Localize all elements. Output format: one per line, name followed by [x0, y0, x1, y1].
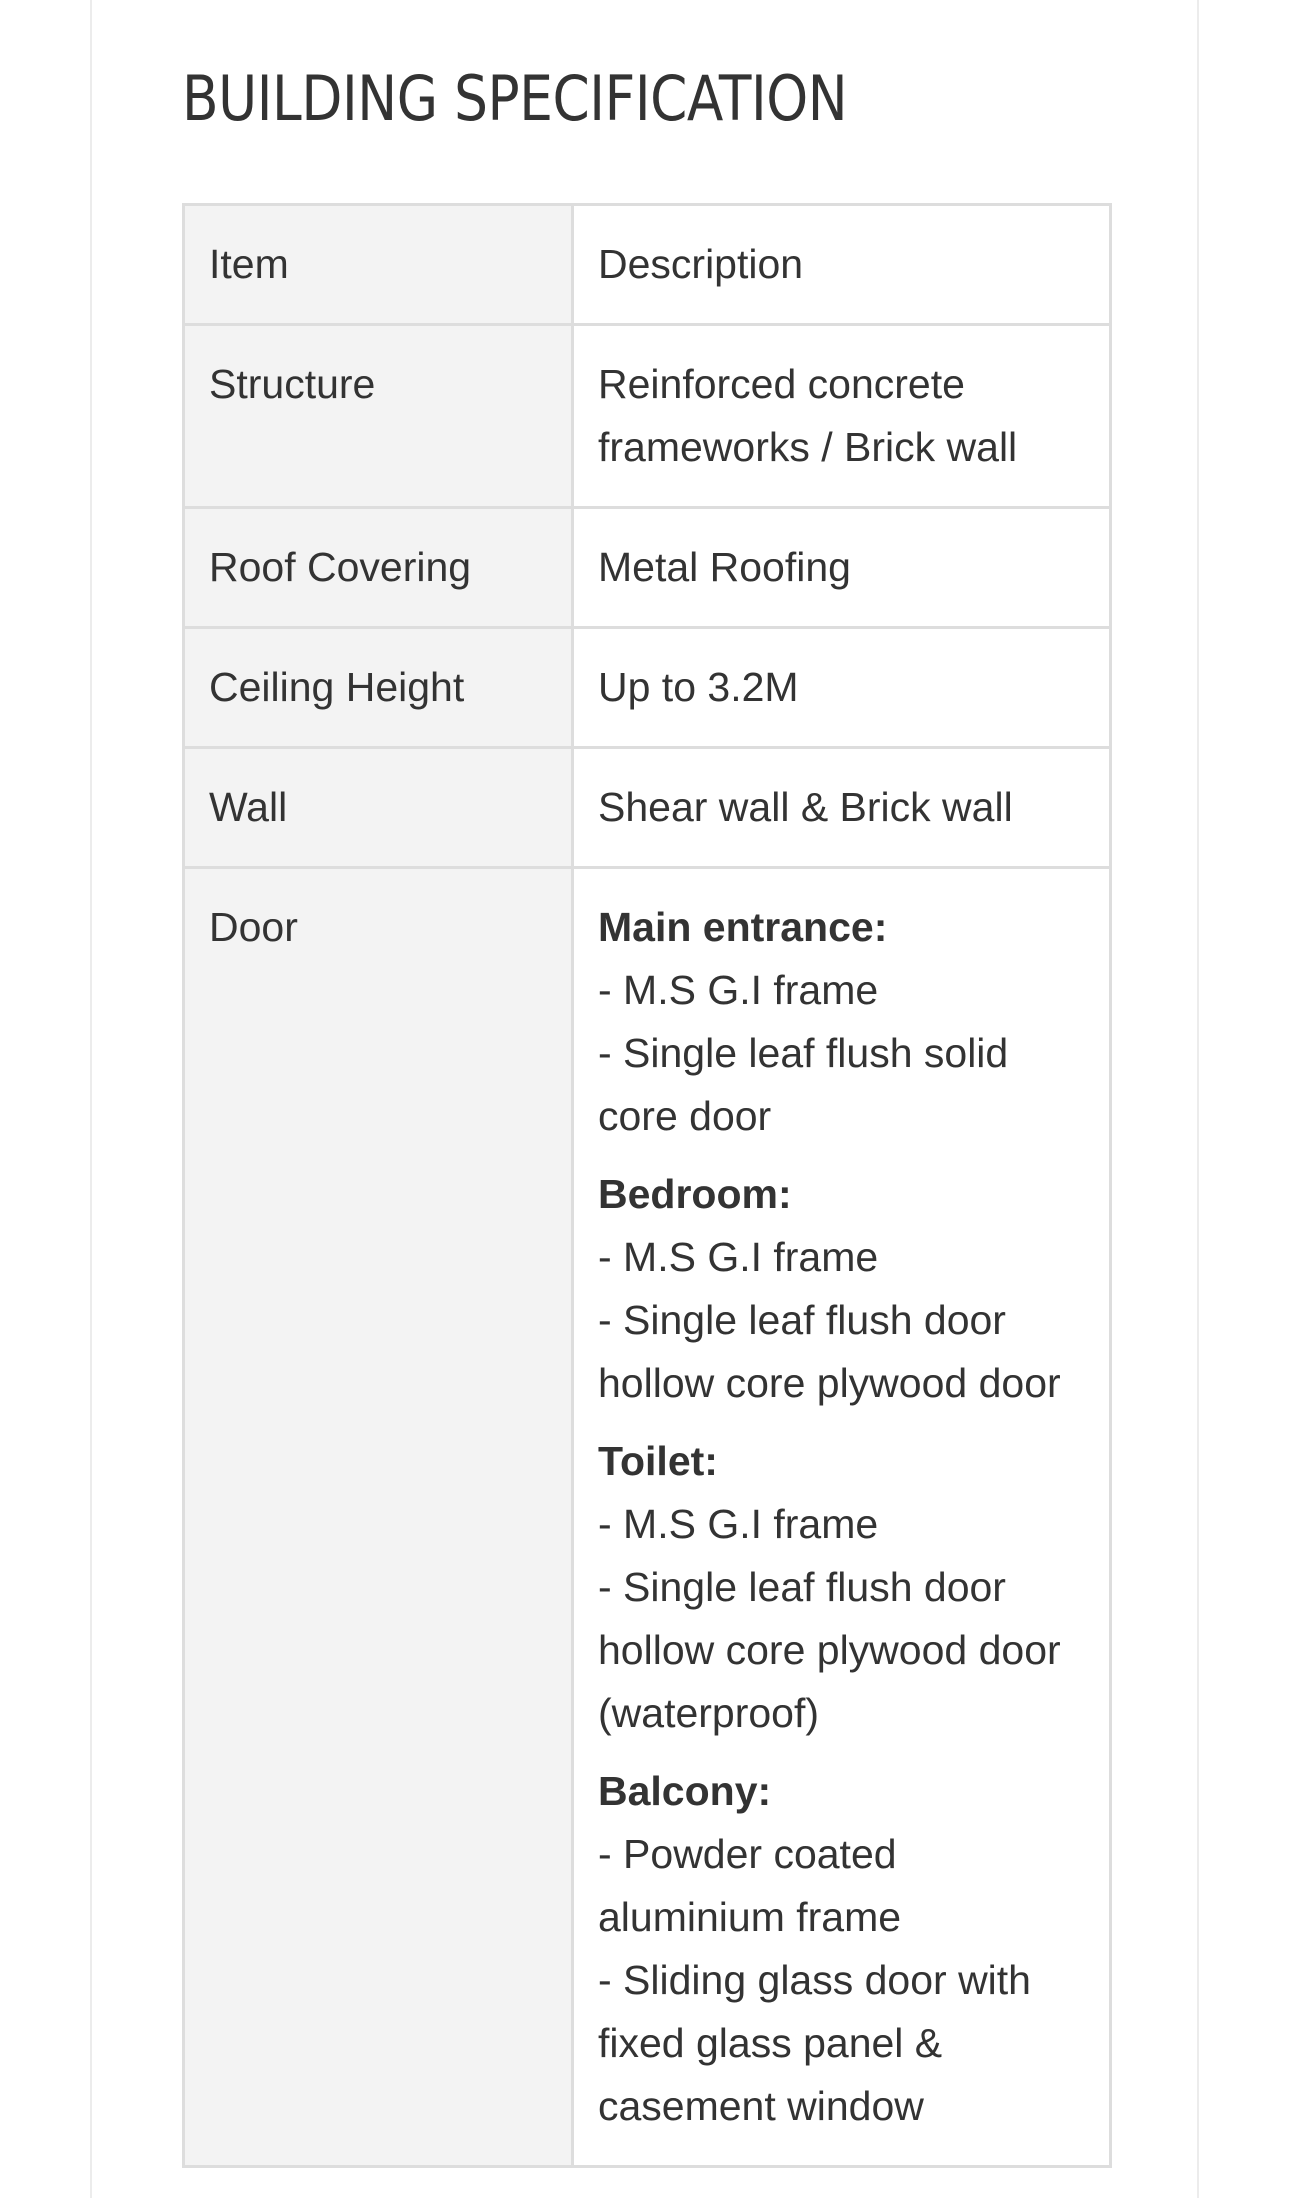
header-item: Item — [184, 205, 573, 325]
table-row — [184, 508, 1111, 628]
door-group-heading: Toilet: — [598, 1438, 718, 1484]
table-header-row — [184, 205, 1111, 325]
row-description-roof-covering: Metal Roofing — [573, 508, 1111, 628]
section-title: BUILDING SPECIFICATION — [182, 62, 848, 135]
door-group-line: - Single leaf flush solid core door — [598, 1030, 1009, 1139]
table-row — [184, 868, 1111, 2167]
specification-table — [182, 203, 1112, 2168]
door-group-line: - Single leaf flush door hollow core plywood door (waterproof) — [598, 1564, 1061, 1736]
door-group-line: - Powder coated aluminium frame — [598, 1831, 902, 1940]
door-group-main-entrance — [598, 896, 1085, 1148]
row-description-wall: Shear wall & Brick wall — [573, 748, 1111, 868]
door-group-line: - M.S G.I frame — [598, 1234, 879, 1280]
door-group-heading: Bedroom: — [598, 1171, 792, 1217]
table-row — [184, 628, 1111, 748]
door-group-heading: Balcony: — [598, 1768, 772, 1814]
row-description-ceiling-height: Up to 3.2M — [573, 628, 1111, 748]
row-item-roof-covering: Roof Covering — [184, 508, 573, 628]
door-group-line: - Single leaf flush door hollow core plywood door — [598, 1297, 1061, 1406]
row-item-door: Door — [184, 868, 573, 2167]
door-group-line: - Sliding glass door with fixed glass panel & casement window — [598, 1957, 1031, 2129]
table-row — [184, 325, 1111, 508]
row-description-door — [573, 868, 1111, 2167]
row-description-structure: Reinforced concrete frameworks / Brick wall — [573, 325, 1111, 508]
door-group-toilet — [598, 1430, 1085, 1745]
table-row — [184, 748, 1111, 868]
door-group-line: - M.S G.I frame — [598, 1501, 879, 1547]
door-group-line: - M.S G.I frame — [598, 967, 879, 1013]
header-description: Description — [573, 205, 1111, 325]
row-item-ceiling-height: Ceiling Height — [184, 628, 573, 748]
row-item-wall: Wall — [184, 748, 573, 868]
door-group-bedroom — [598, 1163, 1085, 1415]
row-item-structure: Structure — [184, 325, 573, 508]
door-group-balcony — [598, 1760, 1085, 2138]
door-group-heading: Main entrance: — [598, 904, 888, 950]
